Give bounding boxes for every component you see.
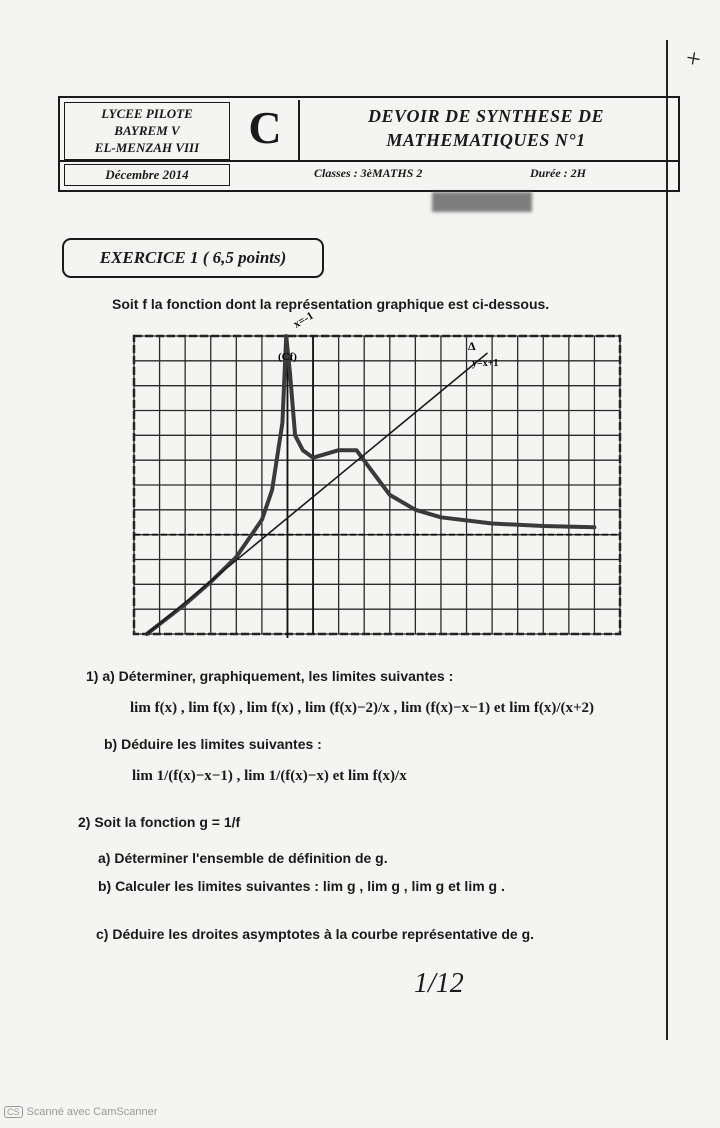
page-number-handwritten: 1/12: [414, 968, 464, 999]
exam-classes: Classes : 3èMATHS 2: [314, 166, 423, 180]
question-2b: b) Calculer les limites suivantes : lim g , lim g , lim g et lim g .: [98, 878, 505, 894]
vertical-asymptote-label: x=-1: [291, 309, 316, 331]
question-2a: a) Déterminer l'ensemble de définition de g.: [98, 850, 388, 866]
exam-title-line-1: DEVOIR DE SYNTHESE DE: [367, 106, 605, 126]
redacted-stamp: [432, 192, 532, 212]
school-name: [64, 102, 230, 160]
camscanner-icon: CS: [4, 1106, 23, 1118]
exam-title-line-2: MATHEMATIQUES N°1: [386, 130, 586, 150]
graph-grid: [134, 336, 620, 638]
delta-label: Δ: [468, 339, 476, 353]
corner-mark: +: [683, 42, 704, 75]
exercise-intro: Soit f la fonction dont la représentation graphique est ci-dessous.: [112, 296, 550, 312]
school-line-3: EL-MENZAH VIII: [94, 140, 200, 155]
exam-date: Décembre 2014: [64, 164, 230, 186]
exercise-title: EXERCICE 1 ( 6,5 points): [62, 238, 324, 278]
question-1b-limits: lim 1/(f(x)−x−1) , lim 1/(f(x)−x) et lim f(x)/x: [132, 768, 407, 784]
question-1b: b) Déduire les limites suivantes :: [104, 736, 322, 752]
question-2c: c) Déduire les droites asymptotes à la courbe représentative de g.: [96, 926, 535, 942]
school-line-1: LYCEE PILOTE: [101, 106, 193, 121]
curve-label: (Cf): [278, 351, 297, 363]
logo-letter: C: [248, 102, 282, 153]
function-graph: [128, 309, 626, 640]
question-1a-limits: lim f(x) , lim f(x) , lim f(x) , lim (f(x)−2)/x , lim (f(x)−x−1) et lim f(x)/(x+2): [130, 700, 595, 716]
exam-header: [58, 96, 680, 192]
oblique-asymptote-line: [147, 353, 487, 634]
scanner-footer: [4, 1106, 157, 1118]
exam-title: [298, 100, 672, 160]
exam-duration: Durée : 2H: [530, 166, 586, 180]
question-2: 2) Soit la fonction g = 1/f: [78, 814, 241, 830]
line-equation-label: y=x+1: [472, 358, 499, 369]
school-line-2: BAYREM V: [114, 123, 180, 138]
question-1a: 1) a) Déterminer, graphiquement, les limites suivantes :: [86, 668, 454, 684]
header-divider: [60, 160, 678, 162]
scanner-footer-text: Scanné avec CamScanner: [26, 1106, 158, 1118]
